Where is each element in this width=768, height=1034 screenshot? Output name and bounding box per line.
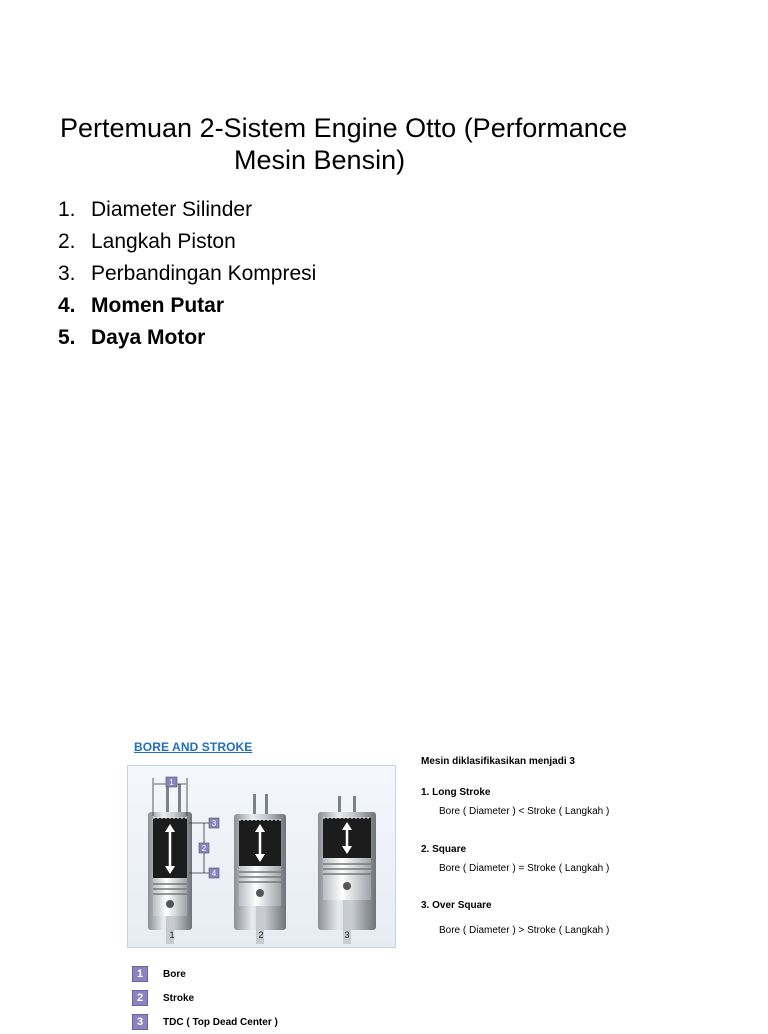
topic-label: Diameter Silinder <box>91 198 253 221</box>
callout-bore: 1 <box>169 778 174 787</box>
classification-desc: Bore ( Diameter ) > Stroke ( Langkah ) <box>439 925 610 936</box>
topic-item <box>58 324 316 356</box>
topic-number: 1. <box>58 198 76 221</box>
legend-label: Bore <box>163 968 186 980</box>
legend-label: TDC ( Top Dead Center ) <box>163 1016 278 1028</box>
topic-item <box>58 260 316 292</box>
topic-number: 2. <box>58 230 76 253</box>
legend-badge: 3 <box>132 1014 148 1030</box>
cylinder-label: 1 <box>169 930 175 940</box>
figure-legend <box>132 962 278 1034</box>
legend-item <box>132 962 278 986</box>
topic-list <box>58 196 316 356</box>
topic-label: Langkah Piston <box>91 230 236 253</box>
cylinder-label: 2 <box>258 930 264 940</box>
topic-label: Perbandingan Kompresi <box>91 262 317 285</box>
legend-label: Stroke <box>163 992 195 1004</box>
topic-number: 5. <box>58 326 76 349</box>
callout-bdc: 4 <box>211 869 217 878</box>
bore-stroke-figure <box>127 765 396 948</box>
topic-number: 4. <box>58 294 76 317</box>
classification-name: 3. Over Square <box>421 900 492 911</box>
page-title-line-2: Mesin Bensin) <box>234 145 406 175</box>
topic-item <box>58 292 316 324</box>
classification-item <box>421 844 609 874</box>
classification-item <box>421 787 609 817</box>
legend-item <box>132 1010 278 1034</box>
legend-badge: 2 <box>132 990 148 1006</box>
cylinder-3 <box>318 796 376 944</box>
classification-name: 2. Square <box>421 844 467 855</box>
cylinder-2 <box>234 794 286 944</box>
topic-item <box>58 228 316 260</box>
bore-dimension <box>153 777 187 816</box>
classification-desc: Bore ( Diameter ) < Stroke ( Langkah ) <box>439 806 610 817</box>
topic-number: 3. <box>58 262 76 285</box>
legend-item <box>132 986 278 1010</box>
classification-item <box>421 900 609 936</box>
legend-badge: 1 <box>132 966 148 982</box>
topic-label: Daya Motor <box>91 326 206 349</box>
stroke-dimension <box>189 818 219 878</box>
classification-name: 1. Long Stroke <box>421 787 491 798</box>
cylinder-1 <box>148 784 192 944</box>
page-title-line-1: Pertemuan 2-Sistem Engine Otto (Performance <box>60 113 628 143</box>
classification-desc: Bore ( Diameter ) = Stroke ( Langkah ) <box>439 863 610 874</box>
piston-cylinders-illustration <box>128 766 397 949</box>
callout-stroke: 2 <box>201 844 207 853</box>
callout-tdc: 3 <box>211 819 217 828</box>
topic-label: Momen Putar <box>91 294 225 317</box>
bore-stroke-heading: BORE AND STROKE <box>134 740 253 754</box>
classification-heading: Mesin diklasifikasikan menjadi 3 <box>421 756 575 767</box>
cylinder-label: 3 <box>344 930 350 940</box>
page-title <box>60 112 740 176</box>
topic-item <box>58 196 316 228</box>
